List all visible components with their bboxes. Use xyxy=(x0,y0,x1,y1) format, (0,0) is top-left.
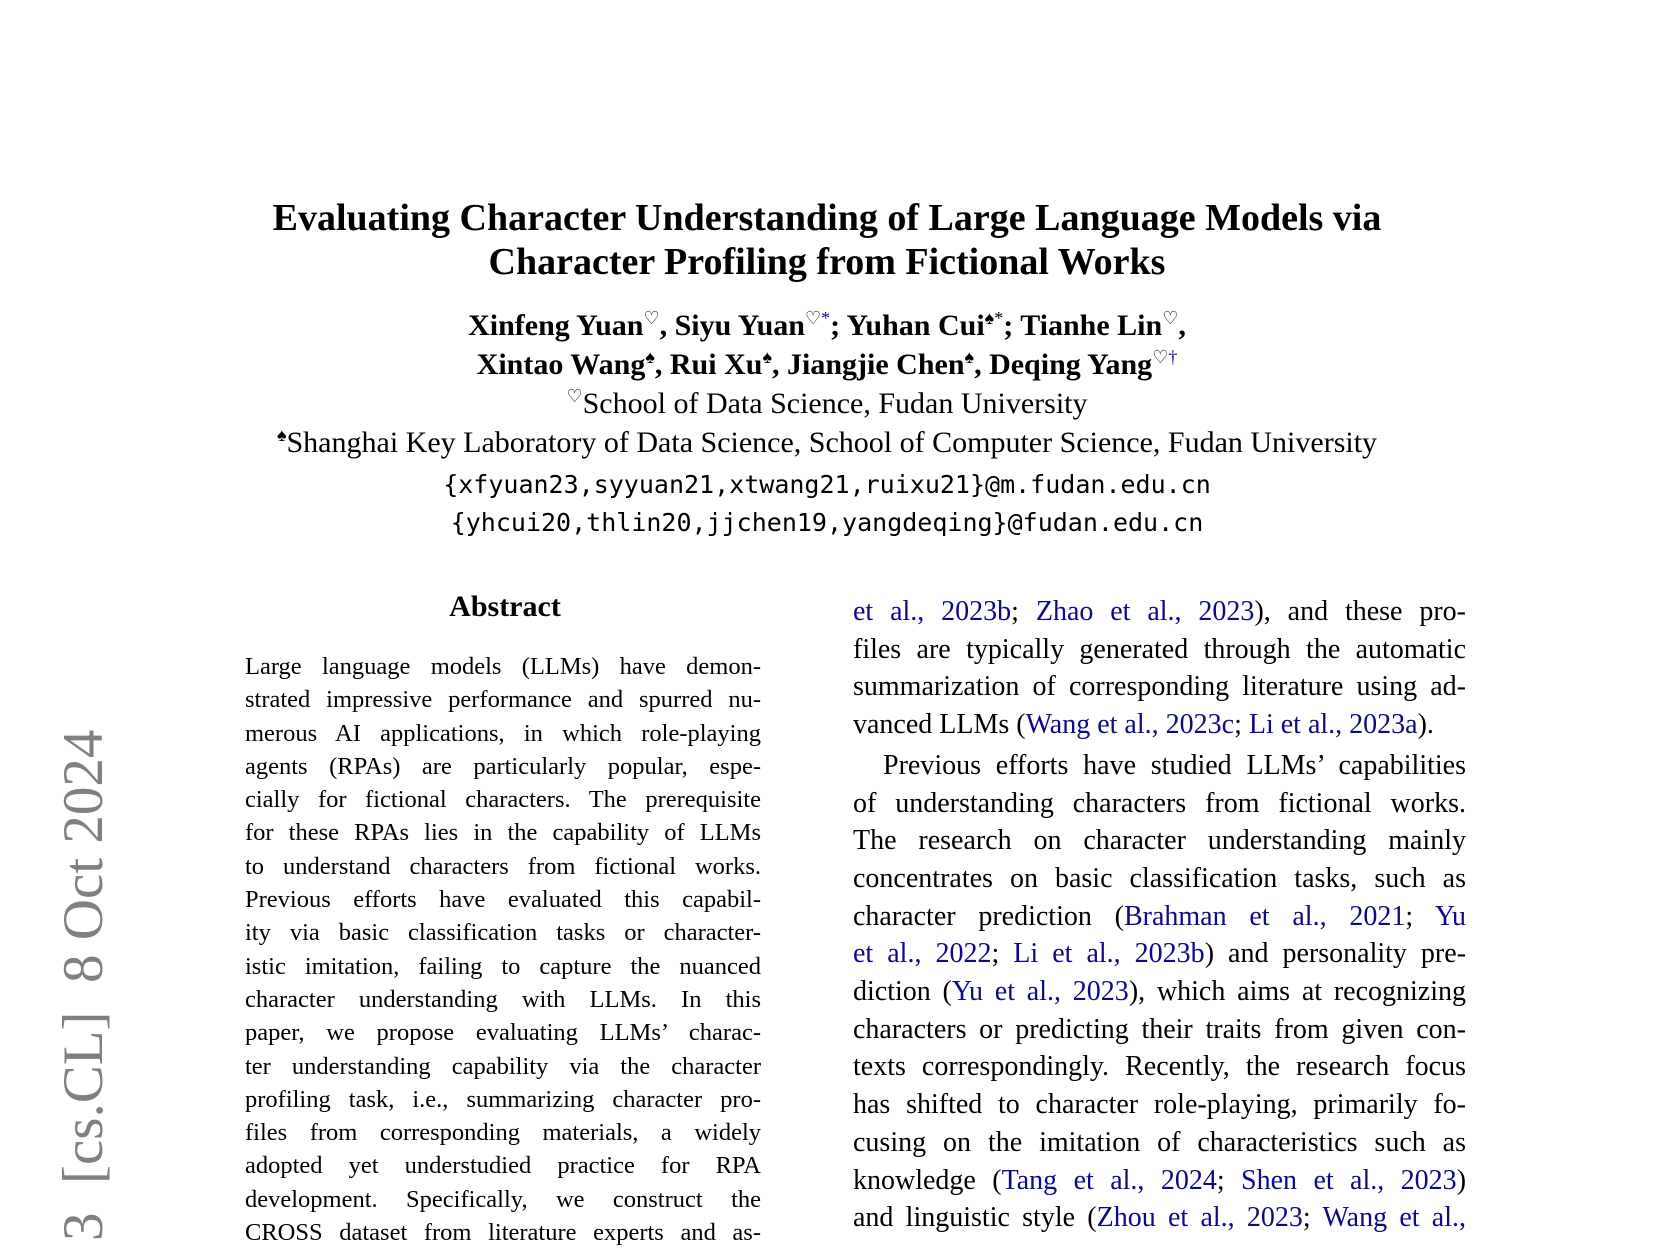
author-name: Jiangjie Chen xyxy=(787,348,965,381)
abstract-line: Large language models (LLMs) have demon- xyxy=(245,653,761,680)
citation-link[interactable]: Wang et al., xyxy=(1322,1202,1466,1234)
right-column-body xyxy=(853,593,1466,1237)
author-list xyxy=(0,306,1654,384)
body-line: vanced LLMs (Wang et al., 2023c; Li et al., 2023a). xyxy=(853,709,1434,741)
citation-link[interactable]: Wang et al., 2023c xyxy=(1025,709,1235,741)
body-text: ) and personality pre- xyxy=(1204,938,1467,970)
affiliation-shanghai-key-lab xyxy=(0,423,1654,462)
citation-link[interactable]: et al., 2023b xyxy=(853,596,1012,627)
spade-affiliation-icon: ♠ xyxy=(645,347,655,367)
abstract-line: files from corresponding materials, a widely xyxy=(245,1119,761,1147)
abstract-line: merous AI applications, in which role-playing xyxy=(245,719,761,747)
abstract-line: character understanding with LLMs. In this xyxy=(245,985,761,1013)
equal-contribution-asterisk-icon: * xyxy=(994,308,1004,328)
abstract-line: cially for fictional characters. The prerequisite xyxy=(245,786,761,814)
body-text: ), and these pro- xyxy=(1254,596,1467,627)
corresponding-author-dagger-icon[interactable]: † xyxy=(1168,347,1178,367)
abstract-line: agents (RPAs) are particularly popular, espe- xyxy=(245,752,761,780)
abstract-line: CROSS dataset from literature experts and as- xyxy=(245,1219,761,1247)
body-text: knowledge ( xyxy=(853,1164,1002,1196)
author-name: Xinfeng Yuan xyxy=(468,309,644,342)
abstract-line: paper, we propose evaluating LLMs’ charac- xyxy=(245,1019,761,1047)
abstract-line: istic imitation, failing to capture the nuanced xyxy=(245,952,761,980)
author-name: Deqing Yang xyxy=(989,348,1153,381)
citation-link[interactable]: Yu xyxy=(1434,900,1466,932)
abstract-line: for these RPAs lies in the capability of LLMs xyxy=(245,819,761,847)
abstract-line: strated impressive performance and spurred nu- xyxy=(245,686,761,714)
body-line xyxy=(853,973,1466,1011)
body-line: summarization of corresponding literature using ad- xyxy=(853,671,1466,703)
body-line: character prediction (Brahman et al., 2021; Yu xyxy=(853,900,1466,932)
body-line: of understanding characters from fictional works. xyxy=(853,787,1466,819)
body-line: Previous efforts have studied LLMs’ capabilities xyxy=(883,749,1466,781)
citation-link[interactable]: Shen et al., 2023 xyxy=(1241,1164,1457,1196)
heart-affiliation-icon: ♡ xyxy=(1152,347,1169,367)
spade-affiliation-icon: ♠ xyxy=(964,347,975,367)
author-name: Tianhe Lin xyxy=(1020,309,1163,342)
body-text: ), which aims at recognizing xyxy=(1128,976,1466,1008)
heart-affiliation-icon: ♡ xyxy=(804,308,822,328)
abstract-line: to understand characters from fictional works. xyxy=(245,852,761,880)
abstract-line: ity via basic classification tasks or character- xyxy=(245,919,761,947)
body-line: knowledge (Tang et al., 2024; Shen et al., 2023) xyxy=(853,1164,1467,1196)
body-line: cusing on the imitation of characteristics such as xyxy=(853,1126,1466,1158)
citation-link[interactable]: Li et al., 2023b xyxy=(1013,938,1205,970)
body-line: and linguistic style (Zhou et al., 2023; Wang et al., xyxy=(853,1202,1466,1234)
citation-link[interactable]: Li et al., 2023a xyxy=(1248,709,1418,741)
heart-affiliation-icon: ♡ xyxy=(643,308,660,328)
title-line-2: Character Profiling from Fictional Works xyxy=(488,241,1166,283)
author-name: Xintao Wang xyxy=(476,348,646,381)
affiliation-text: Shanghai Key Laboratory of Data Science, School of Computer Science, Fudan University xyxy=(286,426,1378,459)
title-line-1: Evaluating Character Understanding of Large Language Models via xyxy=(272,197,1382,239)
citation-link[interactable]: Tang et al., 2024 xyxy=(1001,1164,1217,1196)
arxiv-identifier-stamp: 3 [cs.CL] 8 Oct 2024 xyxy=(52,729,115,1241)
body-line: files are typically generated through the automatic xyxy=(853,633,1466,665)
author-line-2: Xintao Wang♠, Rui Xu♠, Jiangjie Chen♠, Deqing Yang♡† xyxy=(476,347,1178,381)
spade-affiliation-icon: ♠ xyxy=(984,308,995,328)
body-line: characters or predicting their traits from given con- xyxy=(853,1013,1466,1045)
body-text: vanced LLMs ( xyxy=(853,709,1026,741)
body-text: ). xyxy=(1417,709,1434,741)
abstract-line: development. Specifically, we construct the xyxy=(245,1185,761,1213)
citation-link[interactable]: Zhao et al., 2023 xyxy=(1035,596,1255,627)
author-name: Yuhan Cui xyxy=(846,309,985,342)
affiliation-fudan-data-science xyxy=(0,384,1654,423)
email-line-1: {xfyuan23,syyuan21,xtwang21,ruixu21}@m.fudan.edu.cn xyxy=(443,470,1211,499)
body-line: The research on character understanding mainly xyxy=(853,825,1466,857)
body-line: has shifted to character role-playing, primarily fo- xyxy=(853,1089,1466,1121)
author-name: Rui Xu xyxy=(669,348,763,381)
abstract-heading: Abstract xyxy=(449,590,561,623)
body-text: and linguistic style ( xyxy=(853,1202,1097,1234)
abstract-line: Previous efforts have evaluated this capabil- xyxy=(245,886,761,914)
abstract-line: profiling task, i.e., summarizing character pro- xyxy=(245,1085,761,1113)
body-line: et al., 2023b; Zhao et al., 2023), and these pro- xyxy=(853,596,1467,627)
paper-title xyxy=(0,196,1654,284)
heart-affiliation-icon: ♡ xyxy=(566,386,583,406)
affiliation-text: School of Data Science, Fudan University xyxy=(582,387,1088,420)
spade-affiliation-icon: ♠ xyxy=(762,347,772,367)
abstract-line: ter understanding capability via the character xyxy=(245,1052,761,1080)
abstract-line: adopted yet understudied practice for RPA xyxy=(245,1152,761,1180)
email-line-2: {yhcui20,thlin20,jjchen19,yangdeqing}@fudan.edu.cn xyxy=(450,508,1204,537)
heart-affiliation-icon: ♡ xyxy=(1162,308,1179,328)
body-text: character prediction ( xyxy=(853,900,1124,932)
citation-link[interactable]: et al., 2022 xyxy=(853,938,992,970)
body-text: diction ( xyxy=(853,976,952,1008)
citation-link[interactable]: Brahman et al., 2021 xyxy=(1123,900,1406,932)
citation-link[interactable]: Yu et al., 2023 xyxy=(951,976,1129,1008)
abstract-body xyxy=(245,650,761,1249)
body-line: concentrates on basic classification tasks, such as xyxy=(853,862,1466,894)
author-line-1: Xinfeng Yuan♡, Siyu Yuan♡*; Yuhan Cui♠*; Tianhe Lin♡, xyxy=(468,308,1186,342)
body-text: ) xyxy=(1456,1164,1467,1196)
author-name: Siyu Yuan xyxy=(674,309,805,342)
body-line: et al., 2022; Li et al., 2023b) and personality pre- xyxy=(853,938,1467,970)
equal-contribution-asterisk-icon[interactable]: * xyxy=(821,308,831,328)
spade-affiliation-icon: ♠ xyxy=(276,425,287,445)
citation-link[interactable]: Zhou et al., 2023 xyxy=(1096,1202,1303,1234)
body-line: texts correspondingly. Recently, the research focus xyxy=(853,1051,1466,1083)
